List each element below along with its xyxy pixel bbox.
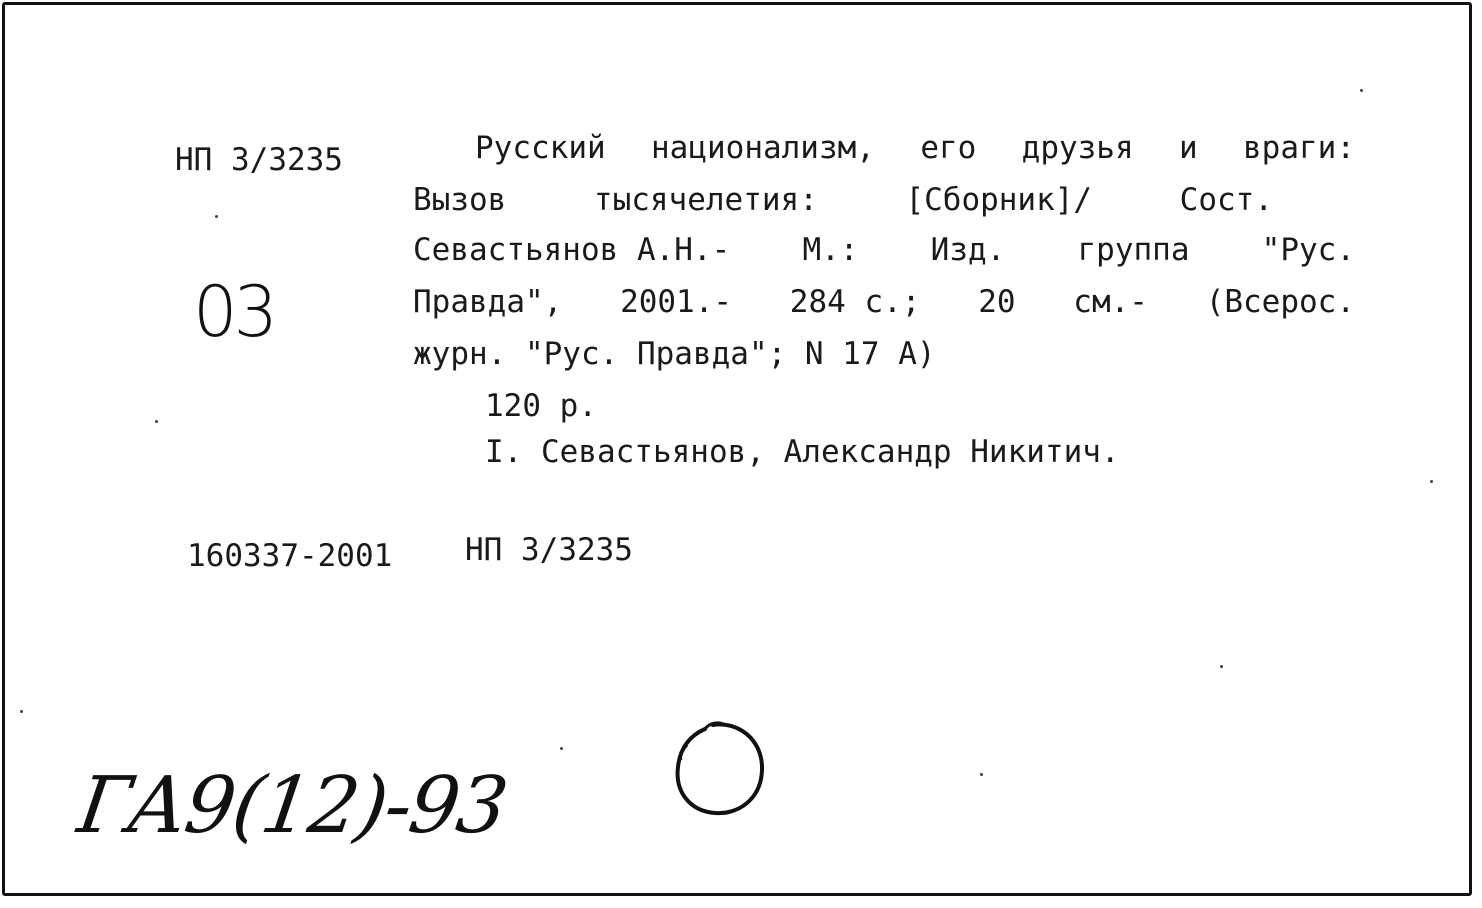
- speck: [1220, 665, 1223, 668]
- speck: [560, 747, 563, 750]
- entry-word: и: [1178, 130, 1198, 166]
- entry-word: Сост.: [1179, 182, 1273, 218]
- speck: [980, 773, 983, 776]
- entry-word: его: [920, 130, 977, 166]
- entry-word: Правда",: [413, 284, 563, 320]
- speck: [1430, 480, 1433, 483]
- entry-word: тысячелетия:: [593, 182, 818, 218]
- entry-word: см.-: [1073, 284, 1148, 320]
- accession-number: 160337-2001: [187, 538, 393, 574]
- handwritten-classification: ГА9(12)-93: [72, 761, 512, 851]
- entry-line-4: [413, 284, 1355, 320]
- speck: [155, 420, 158, 423]
- entry-word: М.:: [802, 232, 859, 268]
- entry-word: Русский: [475, 130, 606, 166]
- speck: [1360, 89, 1363, 92]
- added-entry: I. Севастьянов, Александр Никитич.: [485, 434, 1120, 470]
- shelfmark-top: НП 3/3235: [175, 142, 343, 178]
- entry-word: 2001.-: [620, 284, 733, 320]
- entry-word: 284 с.;: [789, 284, 921, 320]
- entry-line-1: [475, 130, 1355, 166]
- entry-word: Изд.: [930, 232, 1006, 268]
- entry-word: "Рус.: [1261, 232, 1355, 268]
- entry-line-5: журн. "Рус. Правда"; N 17 А): [413, 336, 936, 372]
- entry-word: [Сборник]/: [905, 182, 1093, 218]
- punch-hole-icon: [665, 715, 775, 825]
- entry-word: национализм,: [651, 130, 875, 166]
- shelfmark-bottom: НП 3/3235: [465, 532, 633, 568]
- entry-line-3: [413, 232, 1355, 268]
- speck: [215, 215, 218, 218]
- entry-word: Севастьянов А.Н.-: [413, 232, 731, 268]
- entry-word: друзья: [1021, 130, 1134, 166]
- entry-word: группа: [1077, 232, 1190, 268]
- entry-word: 20: [978, 284, 1016, 320]
- entry-word: враги:: [1243, 130, 1355, 166]
- entry-word: (Всерос.: [1205, 284, 1355, 320]
- price: 120 р.: [485, 388, 597, 424]
- catalog-card: [2, 2, 1472, 896]
- handwritten-code: 03: [193, 271, 275, 353]
- entry-word: Вызов: [413, 182, 507, 218]
- entry-line-2: [413, 182, 1273, 218]
- speck: [20, 710, 23, 713]
